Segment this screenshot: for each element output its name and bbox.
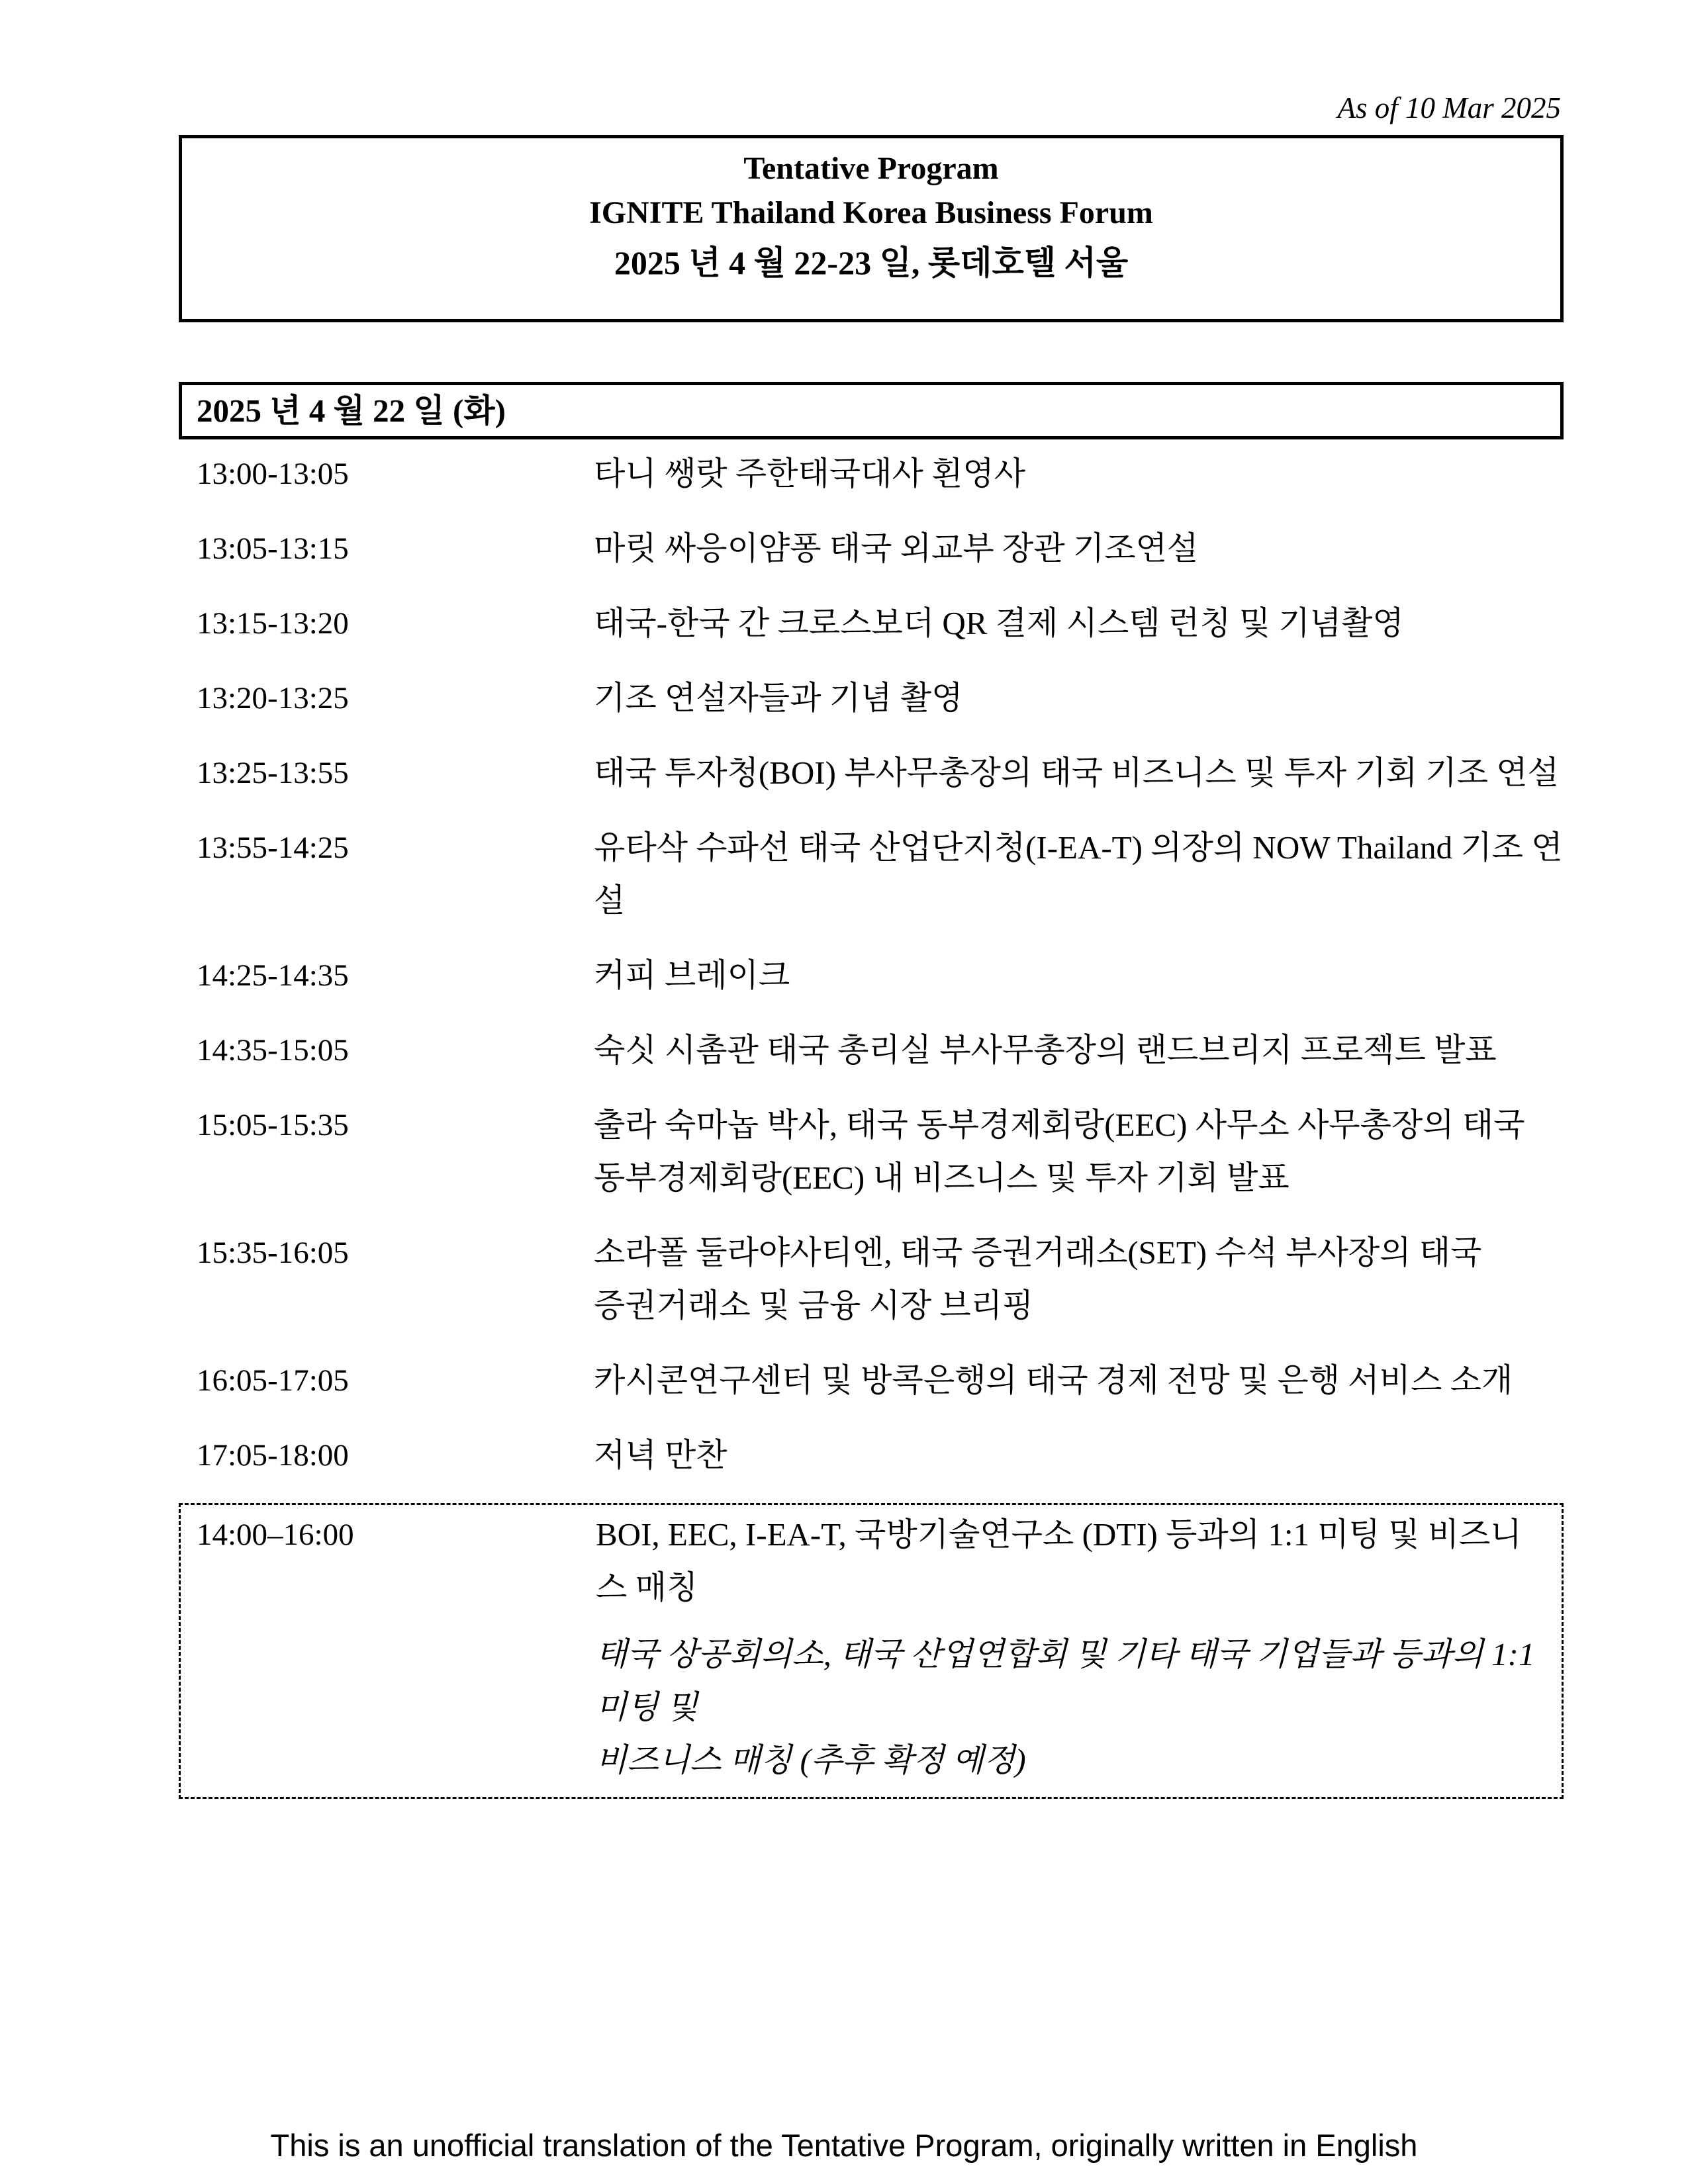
time-slot: 13:25-13:55 [197, 756, 349, 790]
schedule-row [197, 1354, 1564, 1407]
schedule-row [197, 447, 1564, 500]
time-slot: 13:15-13:20 [197, 606, 349, 641]
schedule-row [197, 747, 1564, 799]
event-description: 카시콘연구센터 및 방콕은행의 태국 경제 전망 및 은행 서비스 소개 [594, 1362, 1513, 1398]
schedule-list [179, 447, 1564, 1482]
time-slot: 16:05-17:05 [197, 1363, 349, 1398]
schedule-row [197, 949, 1564, 1002]
schedule-row [197, 1024, 1564, 1077]
schedule-row [197, 597, 1564, 650]
event-description: 숙싯 시촘관 태국 총리실 부사무총장의 랜드브리지 프로젝트 발표 [594, 1032, 1497, 1068]
time-slot: 14:00–16:00 [197, 1518, 354, 1552]
time-slot: 13:20-13:25 [197, 681, 349, 715]
meeting-box [179, 1503, 1564, 1799]
event-description: 유타삭 수파선 태국 산업단지청(I-EA-T) 의장의 NOW Thailand 기조 연설 [594, 829, 1563, 919]
time-slot: 17:05-18:00 [197, 1438, 349, 1473]
meeting-description [596, 1508, 1548, 1787]
schedule-row [197, 821, 1564, 927]
as-of-date: As of 10 Mar 2025 [1337, 91, 1561, 124]
event-description: 기조 연설자들과 기념 촬영 [594, 680, 963, 716]
event-description: 소라폴 둘라야사티엔, 태국 증권거래소(SET) 수석 부사장의 태국 증권거래소 및 금융 시장 브리핑 [594, 1234, 1482, 1324]
forum-title: IGNITE Thailand Korea Business Forum [589, 195, 1153, 230]
schedule-row [197, 672, 1564, 725]
time-slot: 15:35-16:05 [197, 1236, 349, 1270]
time-slot: 13:55-14:25 [197, 831, 349, 865]
day-header: 2025 년 4 월 22 일 (화) [179, 382, 1564, 439]
event-description: 태국-한국 간 크로스보더 QR 결제 시스템 런칭 및 기념촬영 [594, 605, 1404, 641]
time-slot: 14:35-15:05 [197, 1033, 349, 1068]
schedule-row [197, 1226, 1564, 1332]
meeting-line-3: 비즈니스 매칭 (추후 확정 예정) [596, 1742, 1026, 1778]
footer-note: This is an unofficial translation of the Tentative Program, originally written in English [270, 2128, 1418, 2163]
event-description: 저녁 만찬 [594, 1437, 727, 1473]
event-description: 태국 투자청(BOI) 부사무총장의 태국 비즈니스 및 투자 기회 기조 연설 [594, 754, 1559, 791]
program-title: Tentative Program [743, 151, 999, 186]
time-slot: 13:05-13:15 [197, 531, 349, 566]
event-description: 타니 쌩랏 주한태국대사 횐영사 [594, 455, 1026, 492]
meeting-line-2: 태국 상공회의소, 태국 산업연합회 및 기타 태국 기업들과 등과의 1:1 미팅 및 [596, 1636, 1535, 1725]
event-date-venue: 2025 년 4 월 22-23 일, 롯데호텔 서울 [614, 244, 1129, 281]
schedule-row [197, 522, 1564, 575]
event-description: 커피 브레이크 [594, 957, 790, 993]
time-slot: 13:00-13:05 [197, 457, 349, 491]
event-description: 출라 숙마놉 박사, 태국 동부경제회랑(EEC) 사무소 사무총장의 태국 동부경제회랑(EEC) 내 비즈니스 및 투자 기회 발표 [594, 1107, 1525, 1196]
time-slot: 14:25-14:35 [197, 958, 349, 993]
meeting-line-1: BOI, EEC, I-EA-T, 국방기술연구소 (DTI) 등과의 1:1 미팅 및 비즈니스 매칭 [596, 1516, 1522, 1606]
schedule-row [197, 1099, 1564, 1205]
title-box [179, 135, 1564, 322]
time-slot: 15:05-15:35 [197, 1108, 349, 1142]
page-content [179, 91, 1564, 1799]
schedule-row [197, 1429, 1564, 1482]
event-description: 마릿 싸응이얌퐁 태국 외교부 장관 기조연설 [594, 530, 1199, 567]
